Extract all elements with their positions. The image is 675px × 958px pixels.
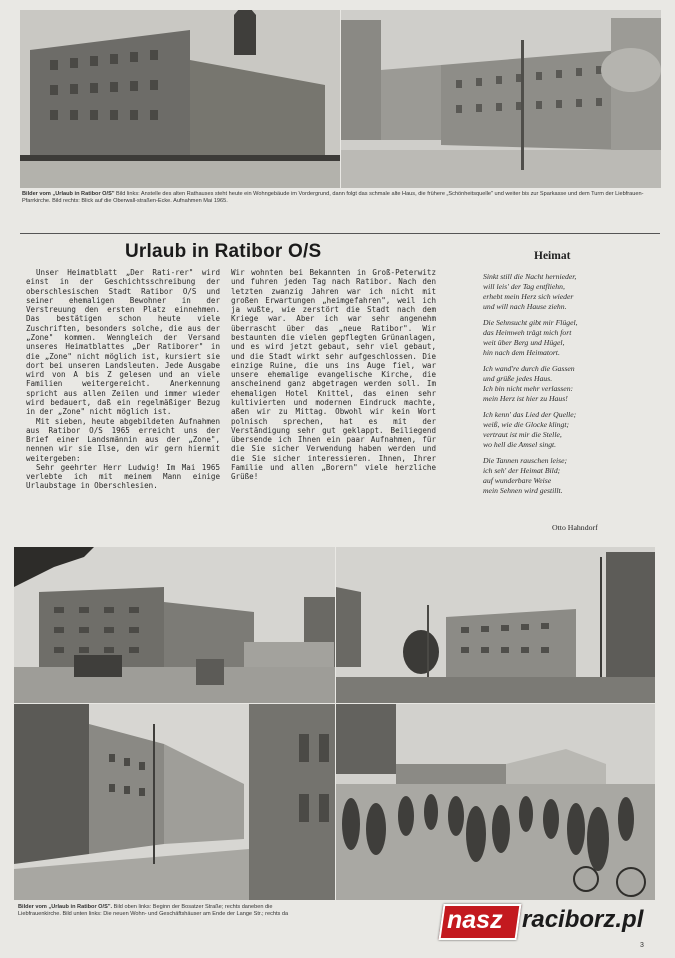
bottom-caption [18, 904, 458, 918]
poem-line: hin nach dem Heimatort. [483, 348, 560, 357]
article-paragraph: Unser Heimatblatt „Der Rati-rer" wird einst in der Geschichtsschreibung der oberschlesischen Stadt Ratibor O/S und seiner ehemaligen Bewohner in der Verstreuung den ersten Platz einnehmen. Das bestätigen schon heute viele Zuschriften, besonders solche, die aus der „Zone" kommen. Wenngleich der Versand unseres Heimatblattes „Der Ratiborer" in die „Zone" nicht möglich ist, kursiert sie dort bei unseren Landsleuten. Jede Ausgabe wird von A bis Z gelesen und an viele Familien weitergereicht. Anerkennung spricht aus allen Zeilen und immer wieder wird bedauert, daß ein regelmäßiger Bezug in der „Zone" nicht möglich ist. [26, 268, 220, 417]
article-paragraph: Wir wohnten bei Bekannten in Groß-Peterwitz und fuhren jeden Tag nach Ratibor. Nach den letzten zwanzig Jahren war ich nicht mit großen Erwartungen „heimgefahren", weil ich ja wußte, wie zerstört die Stadt nach dem Kriege war. Aber ich war sehr angenehm überrascht über das „neue Ratibor". Wir bestaunten die vielen gepflegten Grünanlagen, und es wird jetzt gebaut, sehr viel gebaut, und die Stadt wirkt sehr aufgeschlossen. Die einzige Ruine, die uns ins Auge fiel, war unsere ehemalige evangelische Kirche, die anscheinend ganz abgetragen werden soll. Im ehemaligen Hotel Knittel, das einen sehr kultivierten und modernen Eindruck machte, aßen wir zu Mittag. Obwohl wir kein Wort polnisch sprechen, hat es mit der Verständigung sehr gut geklappt. Beiliegend übersende ich Ihnen ein paar Aufnahmen, für die Sie sicher Verwendung haben werden und die Sie sicher interessieren. Ihnen, Ihrer Familie und allen „Borern" viele herzliche Grüße! [231, 268, 436, 482]
poem-line: vertraut ist mir die Stelle, [483, 430, 562, 439]
poem-stanza [483, 318, 653, 358]
logo-text-domain: raciborz.pl [522, 906, 644, 933]
poem-title: Heimat [534, 250, 571, 262]
poem-stanza [483, 272, 653, 312]
poem-line: mein Herz ist hier zu Haus! [483, 394, 568, 403]
photo-bottom-right [336, 704, 655, 900]
poem-line: ich seh' der Heimat Bild; [483, 466, 561, 475]
poem-line: Ich bin nicht mehr verlassen: [483, 384, 574, 393]
bottom-caption-line1: Bild oben links: Beginn der Bosatzer Straße; rechts daneben die [113, 904, 273, 910]
poem-line: wo hell die Amsel singt. [483, 440, 557, 449]
poem-line: will leis' der Tag entfliehn, [483, 282, 565, 291]
article-paragraph: Mit sieben, heute abgebildeten Aufnahmen aus Ratibor O/S 1965 erreicht uns der Brief einer Landsmännin aus der „Zone", nennen wir sie Ilse, den wir gern hiermit weitergeben: [26, 416, 220, 463]
photo-middle-right [336, 547, 655, 703]
poem-stanza [483, 410, 653, 450]
photo-top-left [20, 10, 340, 188]
poem-line: weiß, wie die Glocke klingt; [483, 420, 570, 429]
divider [20, 233, 660, 234]
poem-line: Ich kenn' das Lied der Quelle; [483, 410, 577, 419]
logo-text-nasz: nasz [447, 906, 503, 934]
photo-middle-left [14, 547, 335, 703]
poem [483, 272, 653, 502]
poem-line: mein Sehnen wird gestillt. [483, 486, 563, 495]
poem-line: und will nach Hause ziehn. [483, 302, 567, 311]
bottom-caption-lead: Bilder vom „Urlaub in Ratibor O/S". [18, 904, 113, 910]
poem-author: Otto Hahndorf [552, 523, 598, 532]
article-column-2 [231, 268, 436, 481]
poem-line: und grüße jedes Haus. [483, 374, 553, 383]
article-title: Urlaub in Ratibor O/S [125, 241, 322, 262]
poem-stanza [483, 456, 653, 496]
photo-bottom-left [14, 704, 335, 900]
top-caption-lead: Bilder vom „Urlaub in Ratibor O/S" [22, 191, 115, 197]
poem-line: das Heimweh trägt mich fort [483, 328, 572, 337]
site-logo[interactable] [441, 898, 659, 940]
poem-stanza [483, 364, 653, 404]
top-caption-text: Bild links: Anstelle des alten Rathauses steht heute ein Wohngebäude im Vordergrund, dann folgt das schmale alte Haus, die frühere „Schönheitsquelle" und weiter bis zur Sparkasse und dem Turm der Liebfrauen-Pfarrkirche. Bild rechts: Blick auf die Oberwall-straßen-Ecke. Aufnahmen Mai 1965. [22, 191, 644, 204]
poem-line: Sinkt still die Nacht hernieder, [483, 272, 577, 281]
photo-top-right [341, 10, 661, 188]
poem-line: Die Sehnsucht gibt mir Flügel, [483, 318, 578, 327]
poem-line: Ich wand're durch die Gassen [483, 364, 575, 373]
poem-line: Die Tannen rauschen leise; [483, 456, 568, 465]
page-number: 3 [640, 942, 644, 949]
poem-line: erhebt mein Herz sich wieder [483, 292, 574, 301]
top-caption [22, 191, 658, 205]
article-paragraph: Sehr geehrter Herr Ludwig! Im Mai 1965 verlebte ich mit meinem Mann einige Urlaubstage in Oberschlesien. [26, 462, 220, 491]
bottom-caption-line2: Liebfrauenkirche. Bild unten links: Die neuen Wohn- und Geschäftshäuser am Ende der Lange Str.; rechts da [18, 911, 289, 917]
article-column-1 [26, 268, 220, 491]
poem-line: auf wunderbare Weise [483, 476, 552, 485]
poem-line: weit über Berg und Hügel, [483, 338, 565, 347]
